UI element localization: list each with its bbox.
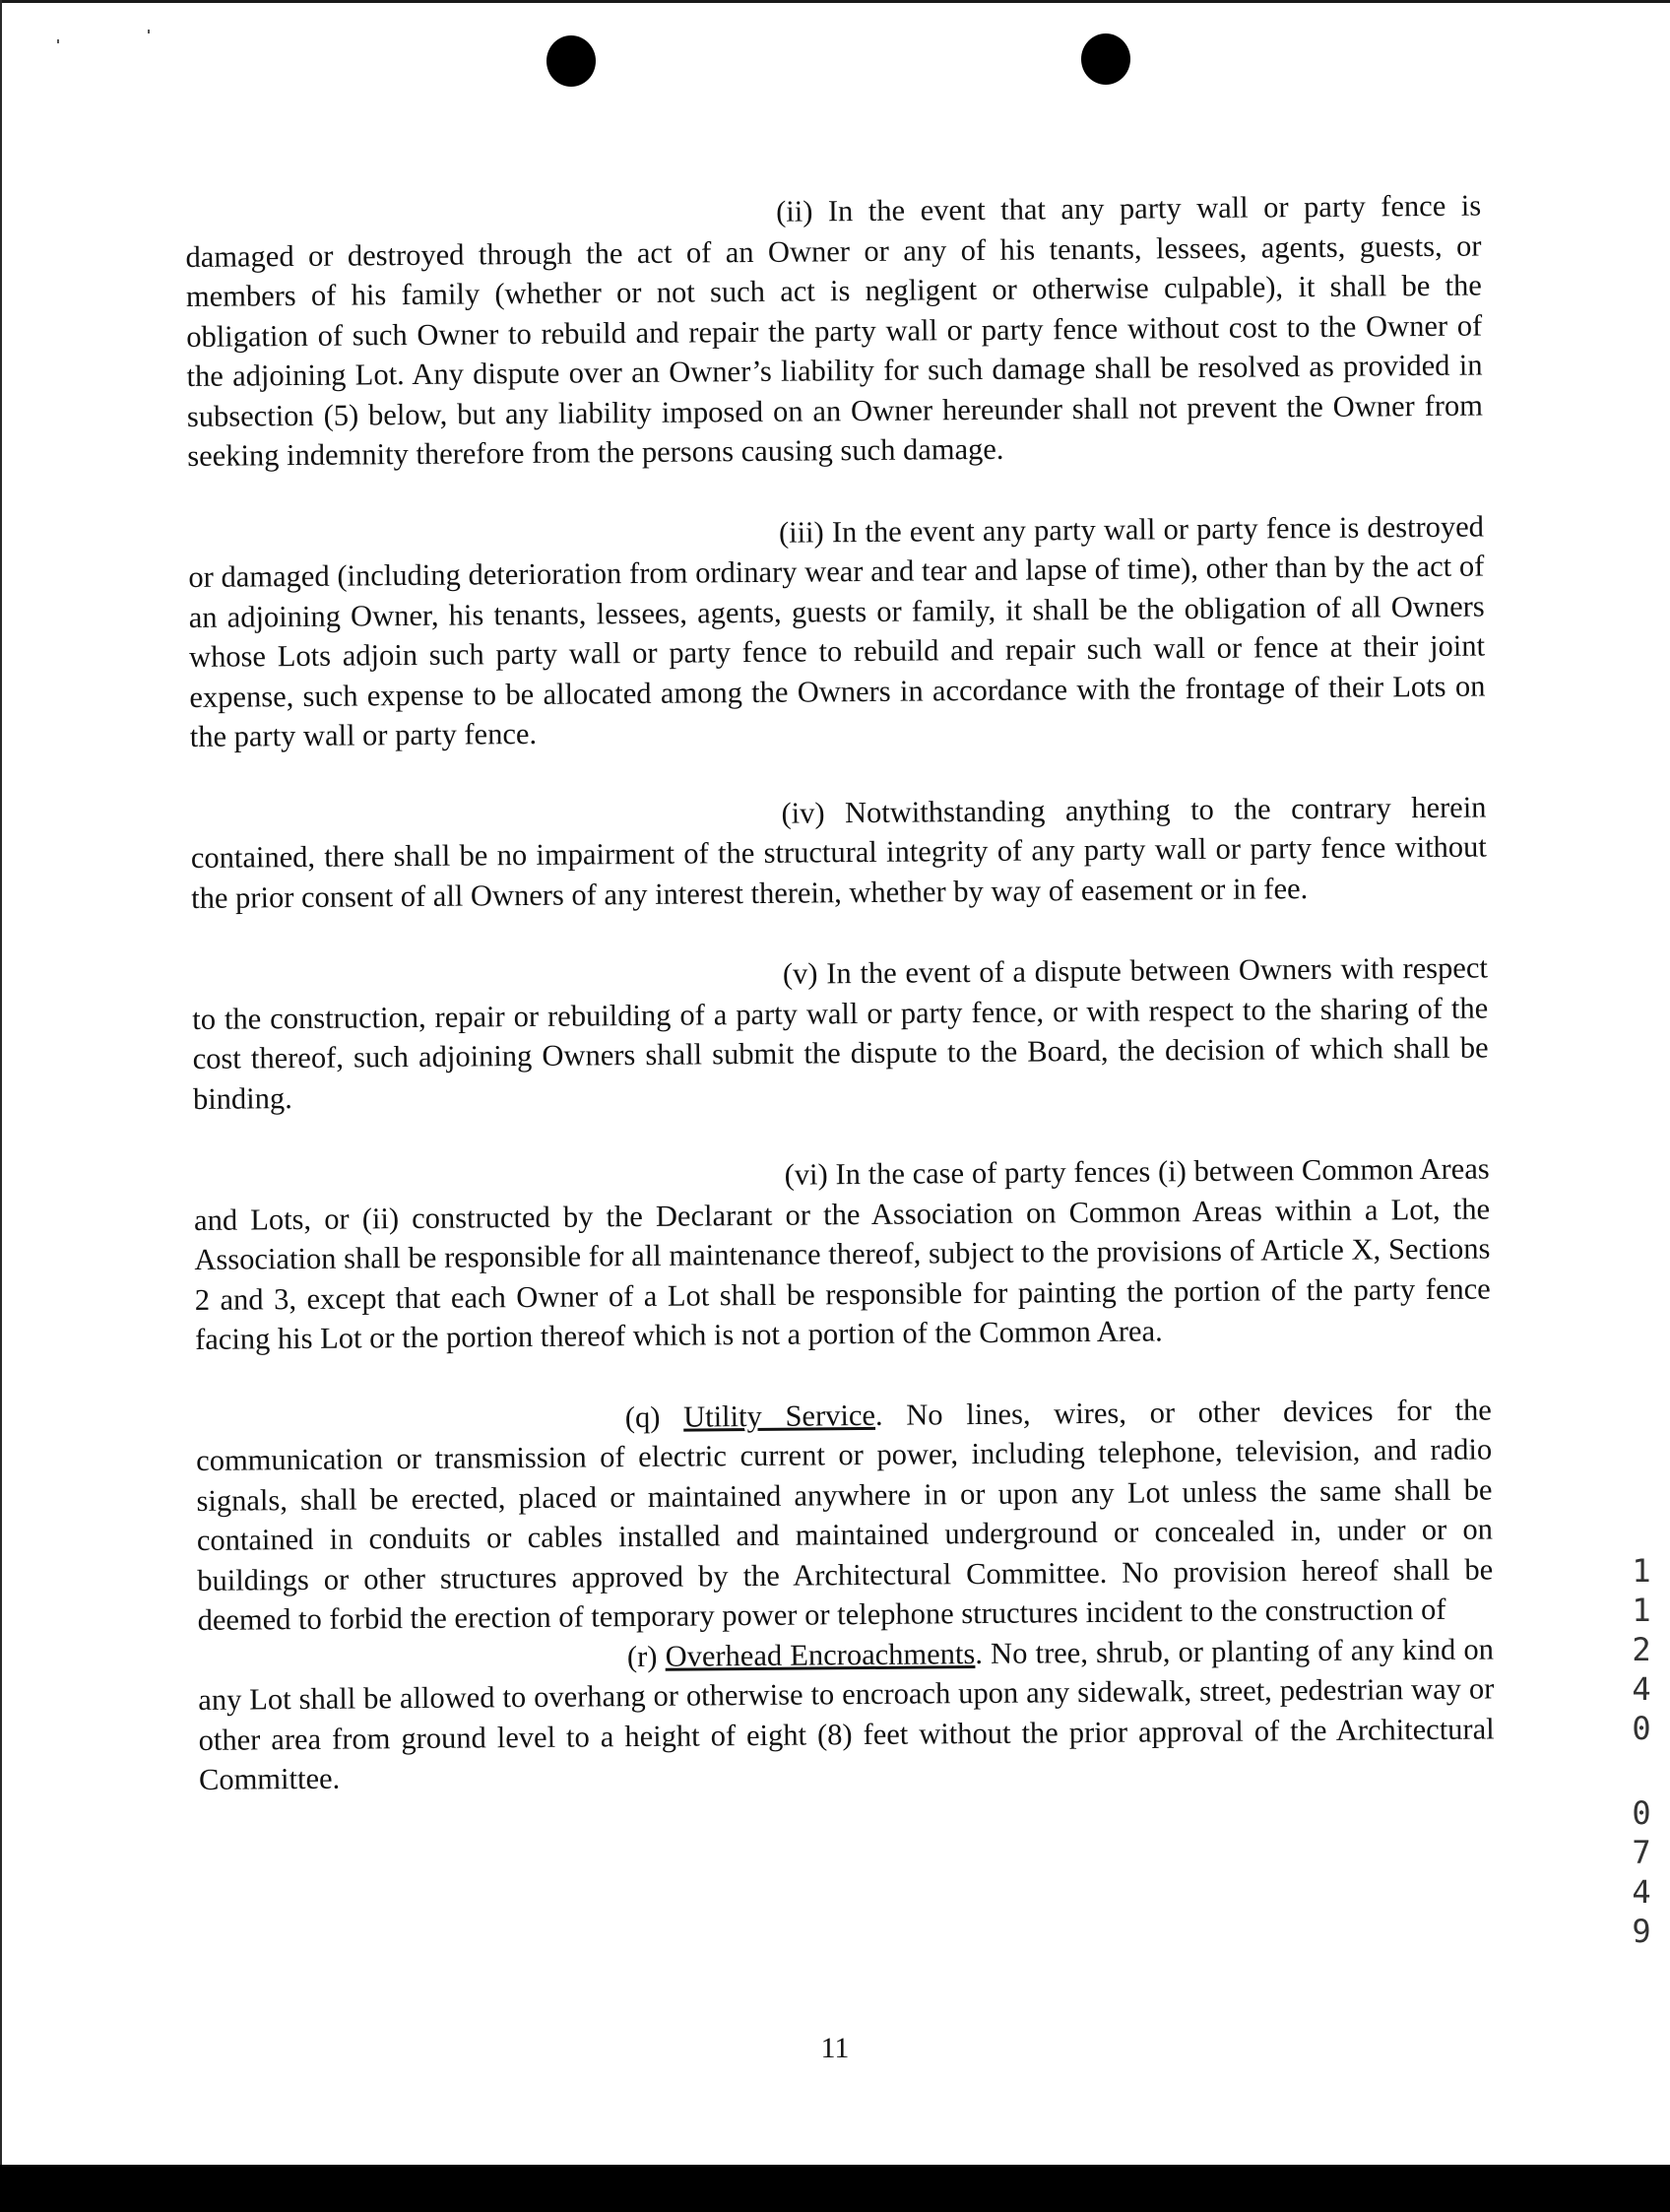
stamp-digit: 7 bbox=[1632, 1834, 1651, 1871]
stamp-group-2 bbox=[1625, 1793, 1658, 1951]
paragraph-ii bbox=[185, 186, 1483, 477]
paragraph-marker: (iv) bbox=[781, 795, 825, 830]
punch-hole-right bbox=[1081, 33, 1130, 85]
section-heading: Overhead Encroachments bbox=[665, 1636, 976, 1673]
paragraph-vi bbox=[194, 1148, 1492, 1359]
paragraph-text: In the case of party fences (i) between Common Areas and Lots, or (ii) constructed by the Declarant or the Association on Common Areas within a Lot, the Association shall be responsible for all maintenance thereof, subject to the provisions of Article X, Sections 2 and 3, except that each Owner of a Lot shall be responsible for painting the portion of the party fence facing his Lot or the portion thereof which is not a portion of the Common Area. bbox=[193, 1151, 1491, 1356]
paragraph-marker: (ii) bbox=[776, 194, 813, 228]
stamp-digit: 0 bbox=[1632, 1794, 1651, 1832]
scan-border-bottom bbox=[0, 2165, 1670, 2212]
scan-speck bbox=[57, 39, 59, 43]
document-body bbox=[185, 186, 1496, 1842]
scan-border-left bbox=[0, 0, 2, 2212]
paragraph-v bbox=[192, 947, 1489, 1118]
section-marker: (r) bbox=[626, 1639, 658, 1673]
stamp-digit: 4 bbox=[1632, 1873, 1651, 1911]
paragraph-iii bbox=[188, 506, 1486, 756]
paragraph-text: In the event that any party wall or party fence is damaged or destroyed through the act of an Owner or any of his tenants, lessees, agents, guests, or members of his family (whether or not such act is negligent or otherwise culpable), it shall be the obligation of such Owner to rebuild and repair the party wall or party fence without cost to the Owner of the adjoining Lot. Any dispute over an Owner’s liability for such damage shall be resolved as provided in subsection (5) below, but any liability imposed on an Owner hereunder shall not prevent the Owner from seeking indemnity therefore from the persons causing such damage. bbox=[185, 188, 1484, 473]
scan-speck bbox=[148, 30, 150, 33]
page-number: 11 bbox=[820, 2032, 850, 2064]
scan-border-top bbox=[0, 0, 1670, 3]
stamp-digit: 0 bbox=[1632, 1710, 1651, 1747]
stamp-digit: 2 bbox=[1632, 1631, 1651, 1668]
punch-hole-left bbox=[546, 35, 596, 87]
paragraph-text: Notwithstanding anything to the contrary herein contained, there shall be no impairment of the structural integrity of any party wall or party fence without the prior consent of all Owners of any interest therein, whether by way of easement or in fee. bbox=[190, 789, 1487, 915]
paragraph-text: In the event of a dispute between Owners with respect to the construction, repair or rebuilding of a party wall or party fence, or with respect to the sharing of the cost thereof, such adjoining Owners shall submit the dispute to the Board, the decision of which shall be binding. bbox=[192, 950, 1489, 1116]
stamp-group-1 bbox=[1625, 1551, 1658, 1748]
stamp-digit: 9 bbox=[1632, 1913, 1651, 1950]
stamp-digit: 1 bbox=[1632, 1552, 1651, 1590]
section-heading: Utility Service bbox=[682, 1398, 876, 1434]
section-text: . No tree, shrub, or planting of any kind on any Lot shall be allowed to overhang or otherwise to encroach upon any sidewalk, street, pedestrian way or other area from ground level to a height of eight (8) feet without the prior approval of the Architectural Committee. bbox=[198, 1631, 1495, 1796]
side-stamp bbox=[1625, 1551, 1658, 1996]
paragraph-marker: (vi) bbox=[784, 1157, 828, 1192]
section-q-utility-service bbox=[196, 1390, 1494, 1640]
paragraph-text: In the event any party wall or party fence is destroyed or damaged (including deterioration from ordinary wear and tear and lapse of time), other than by the act of an adjoining Owner, his tenants, lessees, agents, guests or family, it shall be the obligation of all Owners whose Lots adjoin such party wall or party fence to rebuild and repair such wall or fence at their joint expense, such expense to be allocated among the Owners in accordance with the frontage of their Lots on the party wall or party fence. bbox=[188, 509, 1486, 753]
paragraph-marker: (v) bbox=[782, 956, 818, 991]
stamp-digit: 1 bbox=[1632, 1592, 1651, 1629]
section-r-overhead-encroachments bbox=[198, 1629, 1495, 1799]
paragraph-marker: (iii) bbox=[778, 514, 824, 550]
stamp-digit: 4 bbox=[1632, 1670, 1651, 1708]
section-text: . No lines, wires, or other devices for the communication or transmission of electric current or power, including telephone, television, and radio signals, shall be erected, placed or maintained anywhere in or upon any Lot unless the same shall be contained in conduits or cables installed and maintained underground or concealed in, under or on buildings or other structures approved by the Architectural Committee. No provision hereof shall be deemed to forbid the erection of temporary power or telephone structures incident to the construction of bbox=[196, 1392, 1494, 1637]
paragraph-iv bbox=[190, 787, 1487, 918]
section-marker: (q) bbox=[624, 1399, 661, 1434]
